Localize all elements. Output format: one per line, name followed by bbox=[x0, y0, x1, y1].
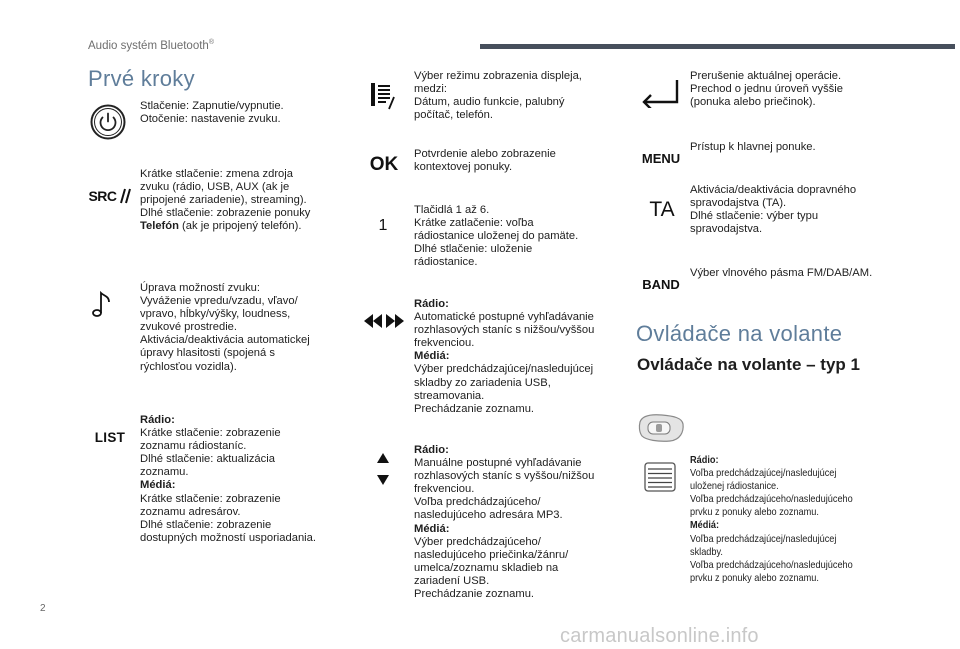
menu-description: Prístup k hlavnej ponuke. bbox=[690, 141, 816, 153]
menu-button-icon: MENU bbox=[641, 150, 681, 166]
section-title-first-steps: Prvé kroky bbox=[88, 66, 195, 91]
section-title-steering-controls: Ovládače na volante bbox=[636, 321, 843, 346]
music-note-icon bbox=[92, 290, 112, 318]
src-description: Krátke stlačenie: zmena zdroja zvuku (rádio, USB, AUX (ak je pripojené zariadenie), streaming). Dlhé stlačenie: zobrazenie ponuky Telefón (ak je pripojený telefón). bbox=[140, 168, 311, 233]
watermark: carmanualsonline.info bbox=[560, 625, 759, 647]
band-description: Výber vlnového pásma FM/DAB/AM. bbox=[690, 267, 873, 279]
up-down-description: Rádio: Manuálne postupné vyhľadávanie rozhlasových staníc s vyššou/nižšou frekvenciou. Voľba predchádzajúceho/ nasledujúceho adresára MP3. Médiá: Výber predchádzajúceho/ nasledujúceho priečinka/žánru/ umelca/zoznamu skladieb na zariadení USB. Prechádzanie zoznamu. bbox=[414, 444, 595, 601]
back-description: Prerušenie aktuálnej operácie. Prechod o jednu úroveň vyššie (ponuka alebo priečinok). bbox=[690, 70, 843, 109]
power-description: Stlačenie: Zapnutie/vypnutie. Otočenie: nastavenie zvuku. bbox=[140, 100, 284, 126]
page-header-title: Audio systém Bluetooth® bbox=[88, 39, 214, 52]
up-down-arrows-icon bbox=[375, 452, 391, 486]
preset-buttons-description: Tlačidlá 1 až 6. Krátke zatlačenie: voľba rádiostanice uloženej do pamäte. Dlhé stlačenie: uloženie rádiostanice. bbox=[414, 204, 579, 269]
ta-description: Aktivácia/deaktivácia dopravného spravodajstva (TA). Dlhé stlačenie: výber typu spravodajstva. bbox=[690, 184, 857, 236]
power-knob-icon bbox=[90, 104, 126, 140]
list-button-icon: LIST bbox=[94, 429, 126, 445]
preset-one-icon: 1 bbox=[378, 217, 388, 234]
sound-settings-description: Úprava možností zvuku: Vyváženie vpredu/vzadu, vľavo/ vpravo, hĺbky/výšky, loudness, zvukové prostredie. Aktivácia/deaktivácia automatickej úpravy hlasitosti (spojená s rýchlosťou vozidla). bbox=[140, 282, 310, 373]
src-button-icon: SRC bbox=[88, 186, 132, 206]
scroll-wheel-icon bbox=[644, 462, 676, 492]
seek-arrows-icon bbox=[362, 312, 406, 330]
list-description: Rádio: Krátke stlačenie: zobrazenie zoznamu rádiostaníc. Dlhé stlačenie: aktualizácia zoznamu. Médiá: Krátke stlačenie: zobrazenie zoznamu adresárov. Dlhé stlačenie: zobrazenie dostupných možností usporiadania. bbox=[140, 414, 317, 544]
header-bar bbox=[480, 44, 955, 49]
steering-control-unit-icon bbox=[636, 410, 686, 446]
display-mode-description: Výber režimu zobrazenia displeja, medzi: Dátum, audio funkcie, palubný počítač, telefón. bbox=[414, 70, 582, 122]
ok-description: Potvrdenie alebo zobrazenie kontextovej ponuky. bbox=[414, 148, 556, 174]
back-arrow-icon bbox=[638, 78, 682, 108]
subsection-title-steering-type1: Ovládače na volante – typ 1 bbox=[637, 355, 860, 374]
display-mode-icon bbox=[370, 80, 396, 110]
ok-button-icon: OK bbox=[369, 154, 399, 175]
scroll-wheel-description: Rádio: Voľba predchádzajúcej/nasledujúcej uloženej rádiostanice. Voľba predchádzajúceho/nasledujúceho prvku z ponuky alebo zoznamu. Médiá: Voľba predchádzajúcej/nasledujúcej skladby. Voľba predchádzajúceho/nasledujúceho prvku z ponuky alebo zoznamu. bbox=[690, 455, 853, 584]
ta-button-icon: TA bbox=[649, 198, 675, 221]
page-number: 2 bbox=[40, 603, 46, 614]
seek-description: Rádio: Automatické postupné vyhľadávanie rozhlasových staníc s nižšou/vyššou frekvenciou. Médiá: Výber predchádzajúcej/nasledujúcej skladby zo zariadenia USB, streamovania. Prechádzanie zoznamu. bbox=[414, 298, 595, 415]
band-button-icon: BAND bbox=[642, 276, 680, 292]
